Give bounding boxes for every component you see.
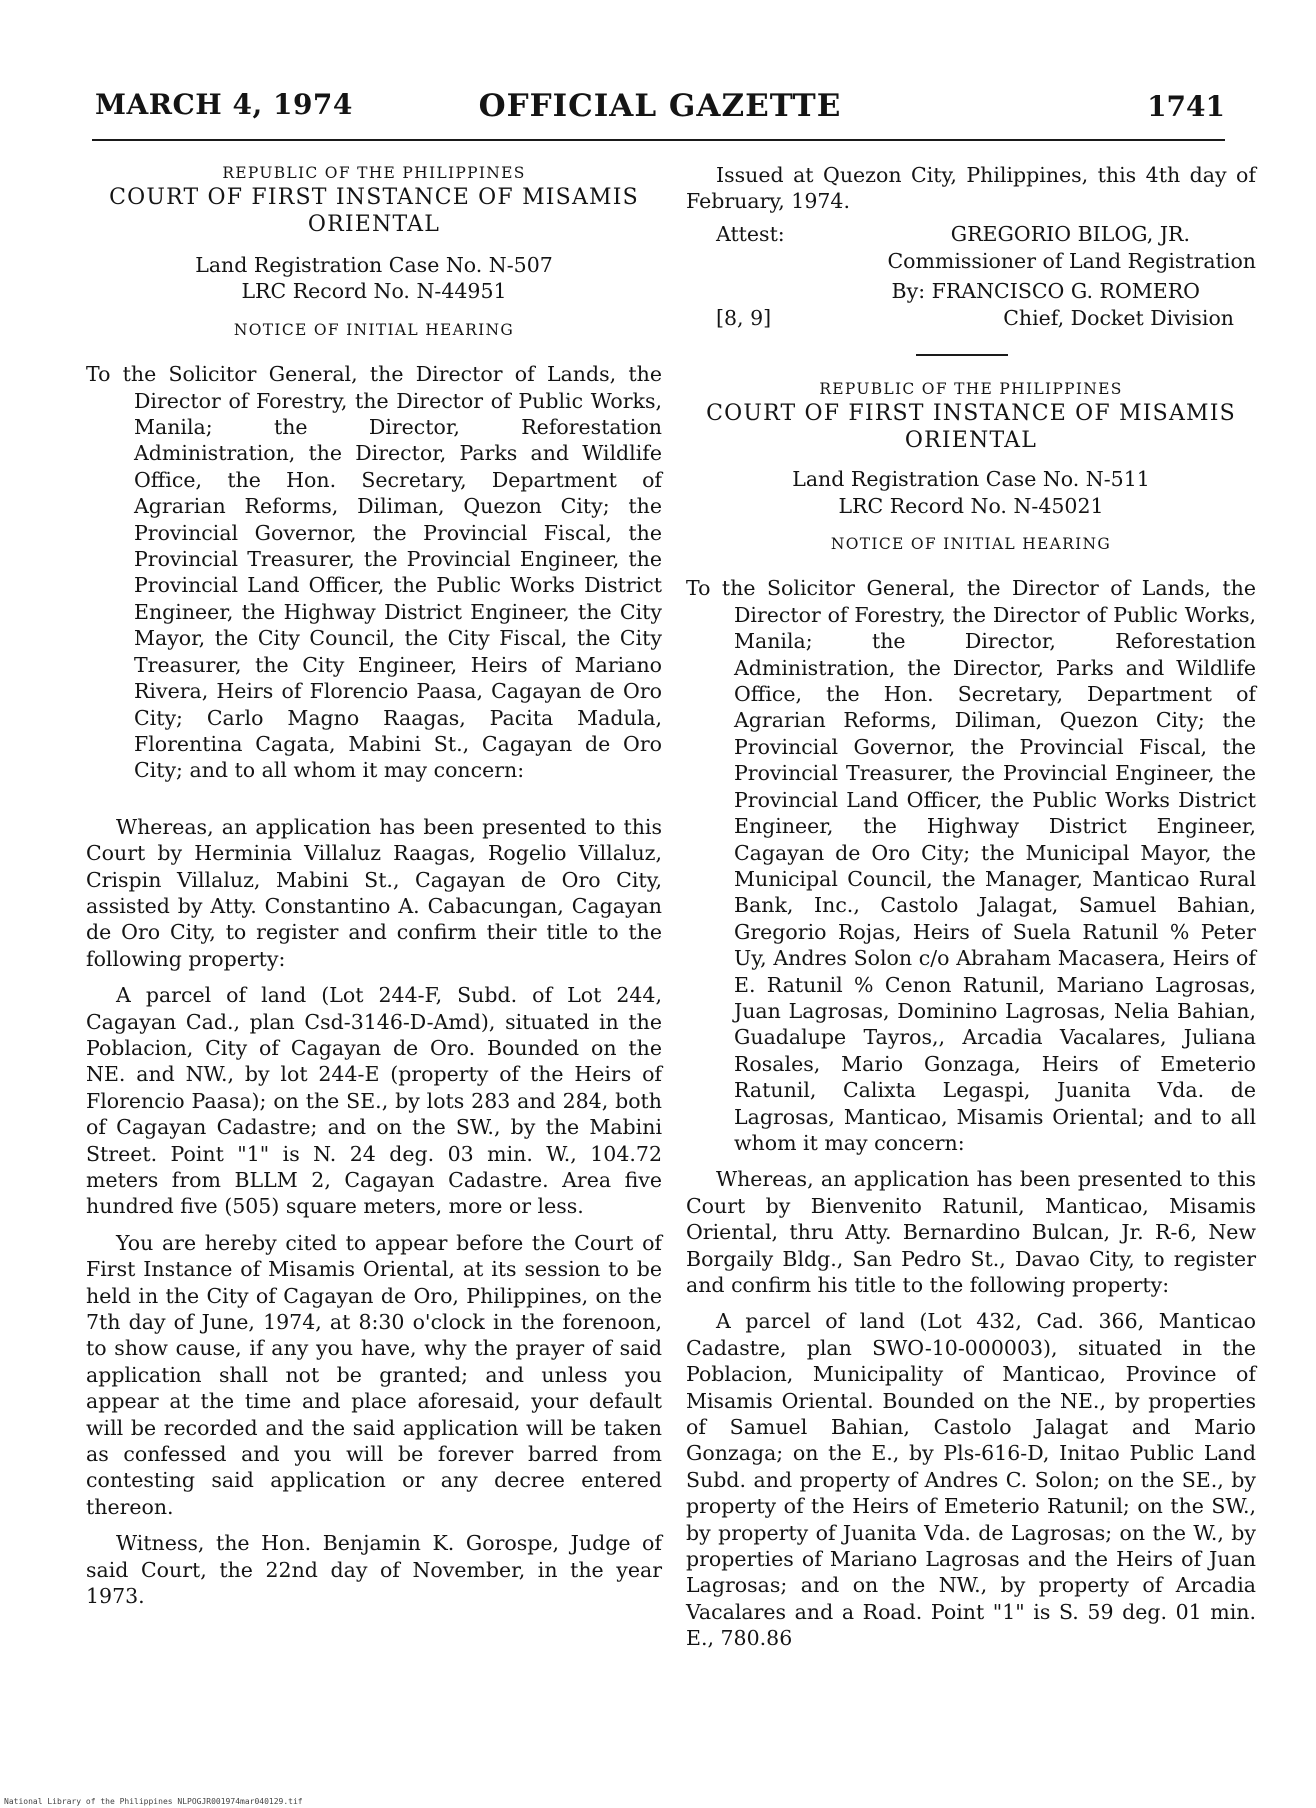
issued-statement: Issued at Quezon City, Philippines, this 4th day of February, 1974.	[686, 163, 1256, 214]
addressees: To the Solicitor General, the Director of Lands, the Director of Forestry, the Director of Public Works, Manila; the Director, Reforestation Administration, the Director, Parks and Wildlife Office, the Hon. Secretary, Department of Agrarian Reforms, Diliman, Quezon City; the Provincial Governor, the Provincial Fiscal, the Provincial Treasurer, the Provincial Engineer, the Provincial Land Officer, the Public Works District Engineer, the Highway District Engineer, Cagayan de Oro City; the Municipal Mayor, the Municipal Council, the Manager, Manticao Rural Bank, Inc., Castolo Jalagat, Samuel Bahian, Gregorio Rojas, Heirs of Suela Ratunil % Peter Uy, Andres Solon c/o Abraham Macasera, Heirs of E. Ratunil % Cenon Ratunil, Mariano Lagrosas, Juan Lagrosas, Dominino Lagrosas, Nelia Bahian, Guadalupe Tayros,, Arcadia Vacalares, Juliana Rosales, Mario Gonzaga, Heirs of Emeterio Ratunil, Calixta Legaspi, Juanita Vda. de Lagrosas, Manticao, Misamis Oriental; and to all whom it may concern:	[686, 576, 1256, 1155]
header-rule	[92, 139, 1225, 141]
whereas-paragraph: Whereas, an application has been presented to this Court by Bienvenito Ratunil, Manticao, Misamis Oriental, thru Atty. Bernardino Bulcan, Jr. R-6, New Borgaily Bldg., San Pedro St., Davao City, to register and confirm his title to the following property:	[686, 1167, 1256, 1297]
court-heading: COURT OF FIRST INSTANCE OF MISAMIS ORIENTAL	[706, 401, 1236, 454]
scan-footer: National Library of the Philippines NLPOGJR001974mar040129.tif	[4, 1797, 303, 1806]
page-number: 1741	[1147, 90, 1225, 123]
by-name: FRANCISCO G. ROMERO	[931, 279, 1200, 304]
witness-paragraph: Witness, the Hon. Benjamin K. Gorospe, Judge of said Court, the 22nd day of November, in the year 1973.	[86, 1531, 662, 1609]
issue-date: MARCH 4, 1974	[95, 88, 353, 121]
record-number: LRC Record No. N-44951	[241, 279, 507, 304]
by-label: By:	[891, 279, 926, 304]
court-heading: COURT OF FIRST INSTANCE OF MISAMIS ORIENTAL	[109, 185, 639, 237]
commissioner-title: Commissioner of Land Registration	[887, 248, 1256, 273]
whereas-paragraph: Whereas, an application has been presented to this Court by Herminia Villaluz Raagas, Rogelio Villaluz, Crispin Villaluz, Mabini St., Cagayan de Oro City, assisted by Atty. Constantino A. Cabacungan, Cagayan de Oro City, to register and confirm their title to the following property:	[86, 814, 662, 971]
docket-row	[686, 305, 1256, 332]
republic-heading: REPUBLIC OF THE PHILIPPINES	[222, 164, 526, 182]
issue-reference: [8, 9]	[716, 306, 772, 331]
publication-title: OFFICIAL GAZETTE	[478, 88, 842, 124]
citation-paragraph: You are hereby cited to appear before the Court of First Instance of Misamis Oriental, at its session to be held in the City of Cagayan de Oro, Philippines, on the 7th day of June, 1974, at 8:30 o'clock in the forenoon, to show cause, if any you have, why the prayer of said application shall not be granted; and unless you appear at the time and place aforesaid, your default will be recorded and the said application will be taken as confessed and you will be forever barred from contesting said application or any decree entered thereon.	[86, 1230, 662, 1519]
attest-label: Attest:	[716, 221, 785, 246]
addressees: To the Solicitor General, the Director of Lands, the Director of Forestry, the Director of Public Works, Manila; the Director, Reforestation Administration, the Director, Parks and Wildlife Office, the Hon. Secretary, Department of Agrarian Reforms, Diliman, Quezon City; the Provincial Governor, the Provincial Fiscal, the Provincial Treasurer, the Provincial Engineer, the Provincial Land Officer, the Public Works District Engineer, the Highway District Engineer, the City Mayor, the City Council, the City Fiscal, the City Treasurer, the City Engineer, Heirs of Mariano Rivera, Heirs of Florencio Paasa, Cagayan de Oro City; Carlo Magno Raagas, Pacita Madula, Florentina Cagata, Mabini St., Cagayan de Oro City; and to all whom it may concern:	[86, 362, 662, 783]
docket-title: Chief, Docket Division	[1003, 306, 1234, 331]
notice-title: NOTICE OF INITIAL HEARING	[233, 320, 515, 339]
by-line	[686, 278, 1256, 305]
section-divider	[916, 354, 1008, 356]
notice-title: NOTICE OF INITIAL HEARING	[830, 535, 1112, 554]
attest-row	[686, 221, 1256, 248]
parcel-description: A parcel of land (Lot 432, Cad. 366, Manticao Cadastre, plan SWO-10-000003), situated in the Poblacion, Municipality of Manticao, Province of Misamis Oriental. Bounded on the NE., by properties of Samuel Bahian, Castolo Jalagat and Mario Gonzaga; on the E., by Pls-616-D, Initao Public Land Subd. and property of Andres C. Solon; on the SE., by property of the Heirs of Emeterio Ratunil; on the SW., by property of Juanita Vda. de Lagrosas; on the W., by properties of Mariano Lagrosas and the Heirs of Juan Lagrosas; and on the NW., by property of Arcadia Vacalares and a Road. Point "1" is S. 59 deg. 01 min. E., 780.86	[686, 1309, 1256, 1651]
commissioner-name: GREGORIO BILOG, JR.	[950, 221, 1190, 246]
right-column	[686, 162, 1256, 1652]
left-column	[86, 162, 662, 1610]
case-number: Land Registration Case No. N-511	[792, 467, 1150, 492]
parcel-description: A parcel of land (Lot 244-F, Subd. of Lot 244, Cagayan Cad., plan Csd-3146-D-Amd), situated in the Poblacion, City of Cagayan de Oro. Bounded on the NE. and NW., by lot 244-E (property of the Heirs of Florencio Paasa); on the SE., by lots 283 and 284, both of Cagayan Cadastre; and on the SW., by the Mabini Street. Point "1" is N. 24 deg. 03 min. W., 104.72 meters from BLLM 2, Cagayan Cadastre. Area five hundred five (505) square meters, more or less.	[86, 983, 662, 1219]
case-number: Land Registration Case No. N-507	[195, 253, 553, 277]
republic-heading: REPUBLIC OF THE PHILIPPINES	[819, 380, 1123, 399]
record-number: LRC Record No. N-45021	[838, 493, 1104, 518]
page-header	[95, 88, 1225, 136]
